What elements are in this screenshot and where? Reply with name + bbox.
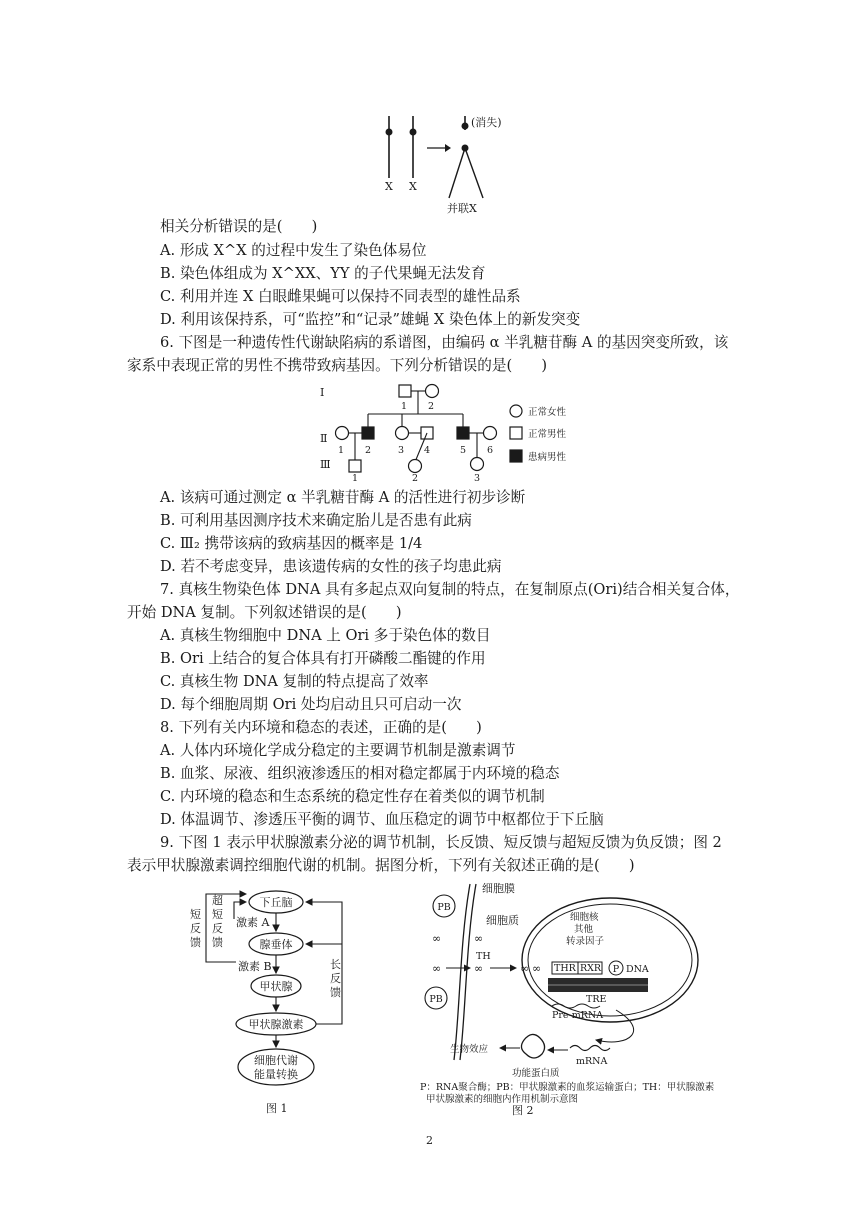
gen-iii-label: Ⅲ [320,458,331,471]
num-II6: 6 [487,445,494,456]
num-II5: 5 [460,445,467,456]
q6-stem-line1: 6. 下图是一种遗传性代谢缺陷病的系谱图，由编码 α 半乳糖苷酶 A 的基因突变所致，该 [160,334,729,351]
label-th: TH [476,951,491,962]
long-2: 反 [330,972,341,985]
q5-option-c: C. 利用并连 X 白眼雌果蝇可以保持不同表型的雄性品系 [160,288,521,305]
label-other: 其他 [574,924,594,935]
num-III2: 2 [412,473,419,482]
node-thyroid-hormone: 甲状腺激素 [248,1018,304,1031]
pedigree-III2-normal-female [409,460,422,473]
node-metabolism-1: 细胞代谢 [254,1054,298,1067]
num-II1: 1 [338,445,345,456]
pedigree-III3-normal-female [471,458,484,471]
pedigree-I2-normal-female [426,385,439,398]
th-symbol-6: ∞ [532,962,542,975]
label-disappear: (消失) [471,116,502,129]
figure-2-note: P：RNA聚合酶；PB：甲状腺激素的血浆运输蛋白；TH：甲状腺激素 [420,1082,715,1093]
pedigree-II2-affected-male [362,427,374,439]
num-I2: 2 [428,401,435,412]
figure-2-th-mechanism [420,880,720,1116]
label-dna: DNA [626,964,649,975]
ultra-short-2: 短 [212,908,223,921]
q5-option-d: D. 利用该保持系，可“监控”和“记录”雄蝇 X 染色体上的新发突变 [160,311,581,328]
q6-option-a: A. 该病可通过测定 α 半乳糖苷酶 A 的活性进行初步诊断 [160,489,526,506]
q7-option-c: C. 真核生物 DNA 复制的特点提高了效率 [160,673,429,690]
q6-stem-line2: 家系中表现正常的男性不携带致病基因。下列分析错误的是( ) [127,357,548,374]
q6-option-b: B. 可利用基因测序技术来确定胎儿是否患有此病 [160,512,472,529]
figure-1-caption: 图 1 [266,1102,288,1115]
label-hormone-a: 激素 A [236,916,270,929]
short-3: 馈 [190,936,201,949]
node-metabolism-2: 能量转换 [254,1068,298,1081]
figure-1-thyroid-regulation [182,884,362,1118]
num-I1: 1 [401,401,408,412]
th-symbol-5: ∞ [520,962,530,975]
gen-i-label: Ⅰ [320,386,325,399]
label-pre-mrna: Pre-mRNA [552,1010,604,1021]
th-symbol-2: ∞ [432,962,442,975]
ultra-short-3: 反 [212,922,223,935]
q8-stem: 8. 下列有关内环境和稳态的表述，正确的是( ) [160,719,482,736]
q8-option-a: A. 人体内环境化学成分稳定的主要调节机制是激素调节 [160,742,516,759]
num-II2: 2 [365,445,372,456]
th-symbol-4: ∞ [474,962,484,975]
pedigree-II6-normal-female [484,427,497,440]
long-1: 长 [330,958,341,971]
pedigree-III1-normal-male [349,460,361,472]
th-symbol-3: ∞ [474,932,484,945]
ultra-short-1: 超 [212,894,223,907]
label-hormone-b: 激素 B [238,960,272,973]
node-pituitary: 腺垂体 [259,938,293,951]
pedigree-II5-affected-male [457,427,469,439]
q9-stem-line2: 表示甲状腺激素调控细胞代谢的机制。据图分析，下列有关叙述正确的是( ) [127,857,635,874]
q8-option-d: D. 体温调节、渗透压平衡的调节、血压稳定的调节中枢都位于下丘脑 [160,811,604,828]
label-thr: THR [554,963,576,974]
q6-option-d: D. 若不考虑变异，患该遗传病的女性的孩子均患此病 [160,558,502,575]
figure-2-caption: 图 2 [512,1104,534,1116]
label-nucleus: 细胞核 [570,912,599,923]
q9-stem-line1: 9. 下图 1 表示甲状腺激素分泌的调节机制，长反馈、短反馈与超短反馈为负反馈；图 2 [160,834,722,851]
q7-stem-line2: 开始 DNA 复制。下列叙述错误的是( ) [127,604,402,621]
node-thyroid: 甲状腺 [259,980,293,993]
q8-option-c: C. 内环境的稳态和生态系统的稳定性存在着类似的调节机制 [160,788,545,805]
th-symbol-1: ∞ [432,932,442,945]
q7-option-d: D. 每个细胞周期 Ori 处均启动且只可启动一次 [160,696,462,713]
label-pb-bottom: PB [429,994,443,1005]
pedigree-I1-normal-male [399,385,411,397]
figure-2-title: 甲状腺激素的细胞内作用机制示意图 [426,1094,579,1105]
pedigree-II1-normal-female [336,427,349,440]
label-transcription-factor: 转录因子 [566,936,605,947]
page-number: 2 [426,1134,433,1147]
attached-x-figure [375,108,525,216]
node-hypothalamus: 下丘脑 [259,896,293,909]
label-mrna: mRNA [576,1056,608,1067]
label-attached-x: 并联X [447,202,477,215]
label-x2: X [409,180,417,193]
label-cytoplasm: 细胞质 [486,914,519,927]
label-x1: X [385,180,393,193]
pedigree-II3-normal-female [396,427,409,440]
q6-option-c: C. Ⅲ₂ 携带该病的致病基因的概率是 1/4 [160,535,423,552]
q7-option-b: B. Ori 上结合的复合体具有打开磷酸二酯键的作用 [160,650,486,667]
ultra-short-4: 馈 [212,936,223,949]
legend-affected-male: 患病男性 [528,452,567,463]
label-functional-protein: 功能蛋白质 [512,1068,560,1079]
short-1: 短 [190,908,201,921]
q8-option-b: B. 血浆、尿液、组织液渗透压的相对稳定都属于内环境的稳态 [160,765,560,782]
legend-normal-female: 正常女性 [528,407,567,418]
pedigree-chart [310,380,600,482]
gen-ii-label: Ⅱ [320,432,328,445]
num-II3: 3 [398,445,405,456]
label-bio-effect: 生物效应 [450,1044,489,1055]
short-2: 反 [190,922,201,935]
q7-option-a: A. 真核生物细胞中 DNA 上 Ori 多于染色体的数目 [160,627,491,644]
legend-normal-male: 正常男性 [528,429,567,440]
label-pb-top: PB [437,902,451,913]
q5-option-b: B. 染色体组成为 X^XX、YY 的子代果蝇无法发育 [160,265,486,282]
label-rxr: RXR [580,963,602,974]
q5-stem: 相关分析错误的是( ) [160,218,318,235]
num-III1: 1 [352,473,359,482]
label-p: P [612,964,620,975]
label-membrane: 细胞膜 [482,882,515,895]
q7-stem-line1: 7. 真核生物染色体 DNA 具有多起点双向复制的特点，在复制原点(Ori)结合相关复合体， [160,581,740,598]
num-III3: 3 [474,473,481,482]
q5-option-a: A. 形成 X^X 的过程中发生了染色体易位 [160,242,427,259]
num-II4: 4 [424,445,431,456]
label-tre: TRE [586,994,607,1005]
long-3: 馈 [330,986,341,999]
